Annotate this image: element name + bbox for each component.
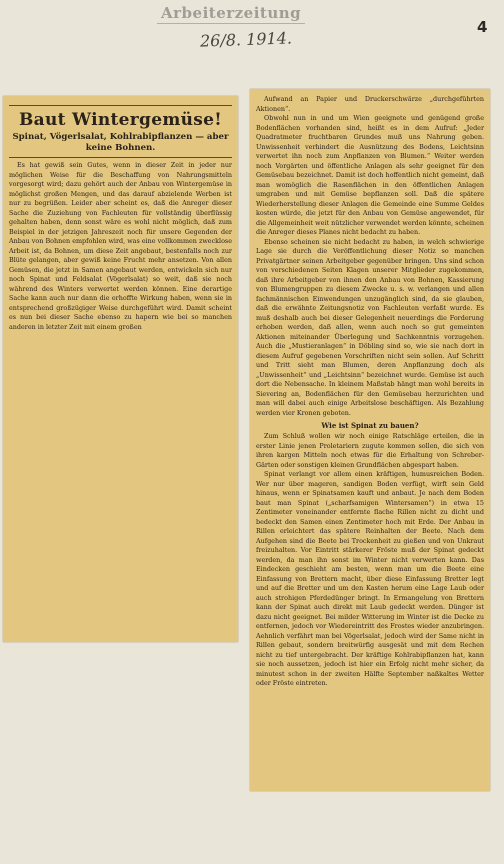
newspaper-name-stamp: Arbeiterzeitung [157, 4, 305, 24]
section-paragraph: Zum Schluß wollen wir noch einige Ratschläge erteilen, die in erster Linie jenen Proletariern zugute kommen sollen, die sich von ihren kargen Mitteln noch etwas für die Erhaltung von Schreber-Gärten oder sonstigen kleinen Grundflächen abgespart haben. [256, 432, 484, 469]
top-rule [9, 105, 232, 106]
left-paragraph: Es hat gewiß sein Gutes, wenn in dieser Zeit in jeder nur möglichen Weise für die Beschaffung von Nahrungsmitteln vorgesorgt wird; dazu gehört auch der Anbau von Wintergemüse in möglichst großen Mengen, und das darauf abzielende Werben ist nur zu begrüßen. Leider aber scheint es, daß die Anreger dieser Sache die Zuziehung von Fachleuten für vollständig überflüssig gehalten haben, denn sonst wäre es wohl nicht möglich, daß zum Beispiel in der jetzigen Jahreszeit noch für unsere Gegenden der Anbau von Bohnen empfohlen wird, was eine vollkommen zwecklose Arbeit ist, da Bohnen, um diese Zeit angebaut, bestenfalls noch zur Blüte gelangen, aber gewiß keine Frucht mehr ansetzen. Von allen Gemüsen, die jetzt in Samen angebaut werden, entwickeln sich nur noch Spinat und Feldsalat (Vögerlsalat) so weit, daß sie noch während des Winters verwertet werden können. Eine derartige Sache kann auch nur dann die erhoffte Wirkung haben, wenn sie in entsprechend großzügiger Weise durchgeführt wird. Damit scheint es nun bei dieser Sache ebenso zu hapern wie bei so manchen anderen in letzter Zeit mit einem großen [9, 161, 232, 331]
handwritten-date: 26/8. 1914. [199, 28, 293, 51]
section-heading: Wie ist Spinat zu bauen? [321, 421, 419, 430]
clipping-left-column [3, 96, 238, 642]
page-number: 4 [477, 18, 488, 36]
article-subheadline: Spinat, Vögerlsalat, Kohlrabipflanzen — aber keine Bohnen. [12, 132, 229, 153]
section-paragraph: Spinat verlangt vor allem einen kräftigen, humusreichen Boden. Wer nur über mageren, sandigen Boden verfügt, wirft sein Geld hinaus, wenn er Spinatsamen kauft und anbaut. Je nach dem Boden baut man Spinat („scharfsamigen Wintersamen“) in etwa 15 Zentimeter voneinander entfernte flache Rillen nicht zu dicht und bedeckt den Samen einen Zentimeter hoch mit Erde. Der Anbau in Rillen erleichtert das spätere Reinhalten der Beete. Nach dem Aufgehen sind die Beete bei Trockenheit zu gießen und von Unkraut freizuhalten. Vor Eintritt stärkerer Fröste muß der Spinat gedeckt werden, da man ihn sonst im Winter nicht verwerten kann. Das Eindecken geschieht am besten, wenn man um die Beete eine Einfassung von Brettern macht, über diese Einfassung Bretter legt und auf die Bretter und um den Kasten herum eine Lage Laub oder auch strohigen Pferdedünger bringt. In Ermangelung von Brettern kann der Spinat auch direkt mit Laub gedeckt werden. Dünger ist dazu nicht geeignet. Bei milder Witterung im Winter ist die Decke zu entfernen, jedoch vor Wiedereintritt des Frostes wieder anzubringen. Aehnlich verfährt man bei Vögerlsalat, jedoch wird der Same nicht in Rillen gebaut, sondern breitwürfig ausgesät und mit dem Rechen nicht zu tief untergebracht. Der kräftige Kohlrabipflanzen hat, kann sie noch aussetzen, jedoch ist hier ein Erfolg nicht mehr sicher, da minutest schon in der zweiten Hälfte September naßkaltes Wetter oder Fröste eintreten. [256, 470, 484, 687]
right-paragraph: Aufwand an Papier und Druckerschwärze „durchgeführten Aktionen“. [256, 95, 484, 113]
headline-rule [9, 157, 232, 158]
right-paragraph: Obwohl nun in und um Wien geeignete und genügend große Bodenflächen vorhanden sind, heißt es in dem Aufruf: „Jeder Quadratmeter fruchtbaren Grundes muß uns Nahrung geben. Unwissenheit verhindert die Ausnützung des Bodens, Leichtsinn verwertet ihn noch zum Anpflanzen von Blumen.“ Weiter werden noch Vorgärten und öffentliche Anlagen als sehr geeignet für den Gemüsebau bezeichnet. Damit ist doch hoffentlich nicht gemeint, daß man womöglich die Rasenflächen in den öffentlichen Anlagen umgraben und mit Gemüse bepflanzen soll. Daß die spätere Wiederherstellung dieser Anlagen die Gemeinde eine Summe Geldes kosten würde, die jetzt für den Anbau von Gemüse angewendet, für die Allgemeinheit weit nützlicher verwendet werden könnte, scheinen die Anreger dieses Planes nicht bedacht zu haben. [256, 114, 484, 236]
clipping-right-column [250, 89, 490, 791]
article-headline: Baut Wintergemüse! [18, 110, 223, 130]
right-paragraph: Ebenso scheinen sie nicht bedacht zu haben, in welch schwierige Lage sie durch die Veröffentlichung dieser Notiz so manchen Privatgärtner seinen Arbeitgeber gegenüber bringen. Uns sind schon von verschiedenen Seiten Klagen unserer Mitglieder zugekommen, daß ihre Arbeitgeber von ihnen den Anbau von Bohnen, Kassierung von Blumengruppen zu diesem Zwecke u. s. w. verlangen und allen fachmännischen Einwendungen unzugänglich sind, da sie glauben, daß die erwähnte Zeitungsnotiz von Fachleuten verfaßt wurde. Es muß deshalb auch bei dieser Gelegenheit neuerdings die Forderung erhoben werden, daß allen, wenn auch noch so gut gemeinten Aktionen miteinander Überlegung und Sachkenntnis vorzugehen. Auch die „Mustieranlagen“ in Döbling sind so, wie sie nach dort in diesem Aufruf gegebenen Vorschriften nicht sein sollen. Auf Schritt und Tritt sieht man Blumen, deren Anpflanzung doch als „Unwissenheit“ und „Leichtsinn“ bezeichnet wurde. Gemüse ist auch dort die Nebensache. In kleinem Maßstab hängt man wohl bereits in Sievering an, Bodenflächen für den Gemüsebau herzurichten und man will dabei auch einige Arbeitslose beschäftigen. Als Bezahlung werden vier Kronen geboten. [256, 237, 484, 417]
